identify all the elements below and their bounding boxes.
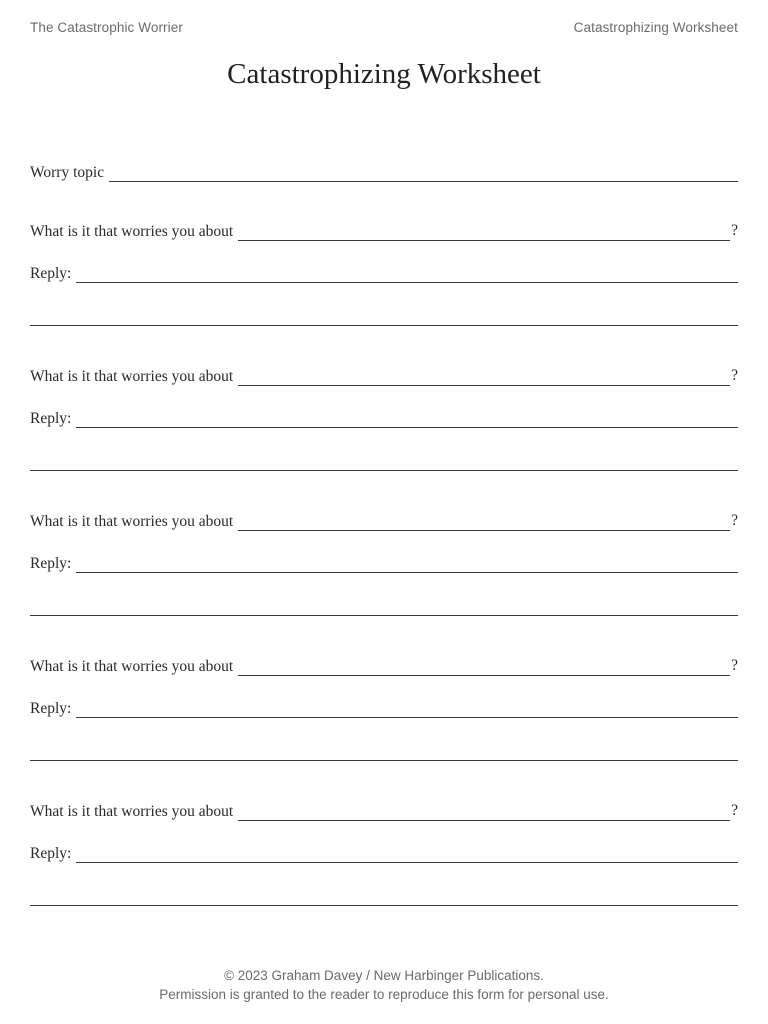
- reply-label: Reply:: [30, 264, 72, 282]
- running-head-book-title: The Catastrophic Worrier: [30, 20, 183, 35]
- question-label: What is it that worries you about: [30, 802, 234, 820]
- worry-about-field-1[interactable]: [238, 240, 730, 241]
- running-head-worksheet-title: Catastrophizing Worksheet: [573, 20, 738, 35]
- reply-field-4[interactable]: [76, 717, 738, 718]
- question-row-4: [30, 652, 738, 676]
- reply-continuation-line-2[interactable]: [30, 470, 738, 471]
- question-label: What is it that worries you about: [30, 367, 234, 385]
- reply-row-5: [30, 839, 738, 863]
- question-row-1: [30, 217, 738, 241]
- reply-field-2[interactable]: [76, 427, 738, 428]
- reply-row-1: [30, 259, 738, 283]
- reply-field-3[interactable]: [76, 572, 738, 573]
- reply-row-3: [30, 549, 738, 573]
- worry-about-field-2[interactable]: [238, 385, 730, 386]
- reply-label: Reply:: [30, 699, 72, 717]
- question-label: What is it that worries you about: [30, 222, 234, 240]
- question-row-5: [30, 797, 738, 821]
- reply-row-4: [30, 694, 738, 718]
- reply-field-5[interactable]: [76, 862, 738, 863]
- question-mark: ?: [731, 366, 738, 384]
- worry-topic-row: [30, 158, 738, 182]
- question-row-2: [30, 362, 738, 386]
- question-label: What is it that worries you about: [30, 512, 234, 530]
- page-title: Catastrophizing Worksheet: [227, 58, 541, 90]
- worry-about-field-4[interactable]: [238, 675, 730, 676]
- worry-about-field-5[interactable]: [238, 820, 730, 821]
- question-row-3: [30, 507, 738, 531]
- reply-continuation-line-5[interactable]: [30, 905, 738, 906]
- reply-row-2: [30, 404, 738, 428]
- question-mark: ?: [731, 801, 738, 819]
- reply-continuation-line-3[interactable]: [30, 615, 738, 616]
- question-mark: ?: [731, 511, 738, 529]
- worry-about-field-3[interactable]: [238, 530, 730, 531]
- footer-permission: Permission is granted to the reader to reproduce this form for personal use.: [159, 987, 609, 1002]
- question-mark: ?: [731, 656, 738, 674]
- reply-continuation-line-1[interactable]: [30, 325, 738, 326]
- worry-topic-field[interactable]: [109, 181, 738, 182]
- question-mark: ?: [731, 221, 738, 239]
- reply-continuation-line-4[interactable]: [30, 760, 738, 761]
- worry-topic-label: Worry topic: [30, 163, 105, 181]
- reply-label: Reply:: [30, 409, 72, 427]
- reply-field-1[interactable]: [76, 282, 738, 283]
- reply-label: Reply:: [30, 844, 72, 862]
- reply-label: Reply:: [30, 554, 72, 572]
- question-label: What is it that worries you about: [30, 657, 234, 675]
- footer-copyright: © 2023 Graham Davey / New Harbinger Publications.: [224, 968, 544, 983]
